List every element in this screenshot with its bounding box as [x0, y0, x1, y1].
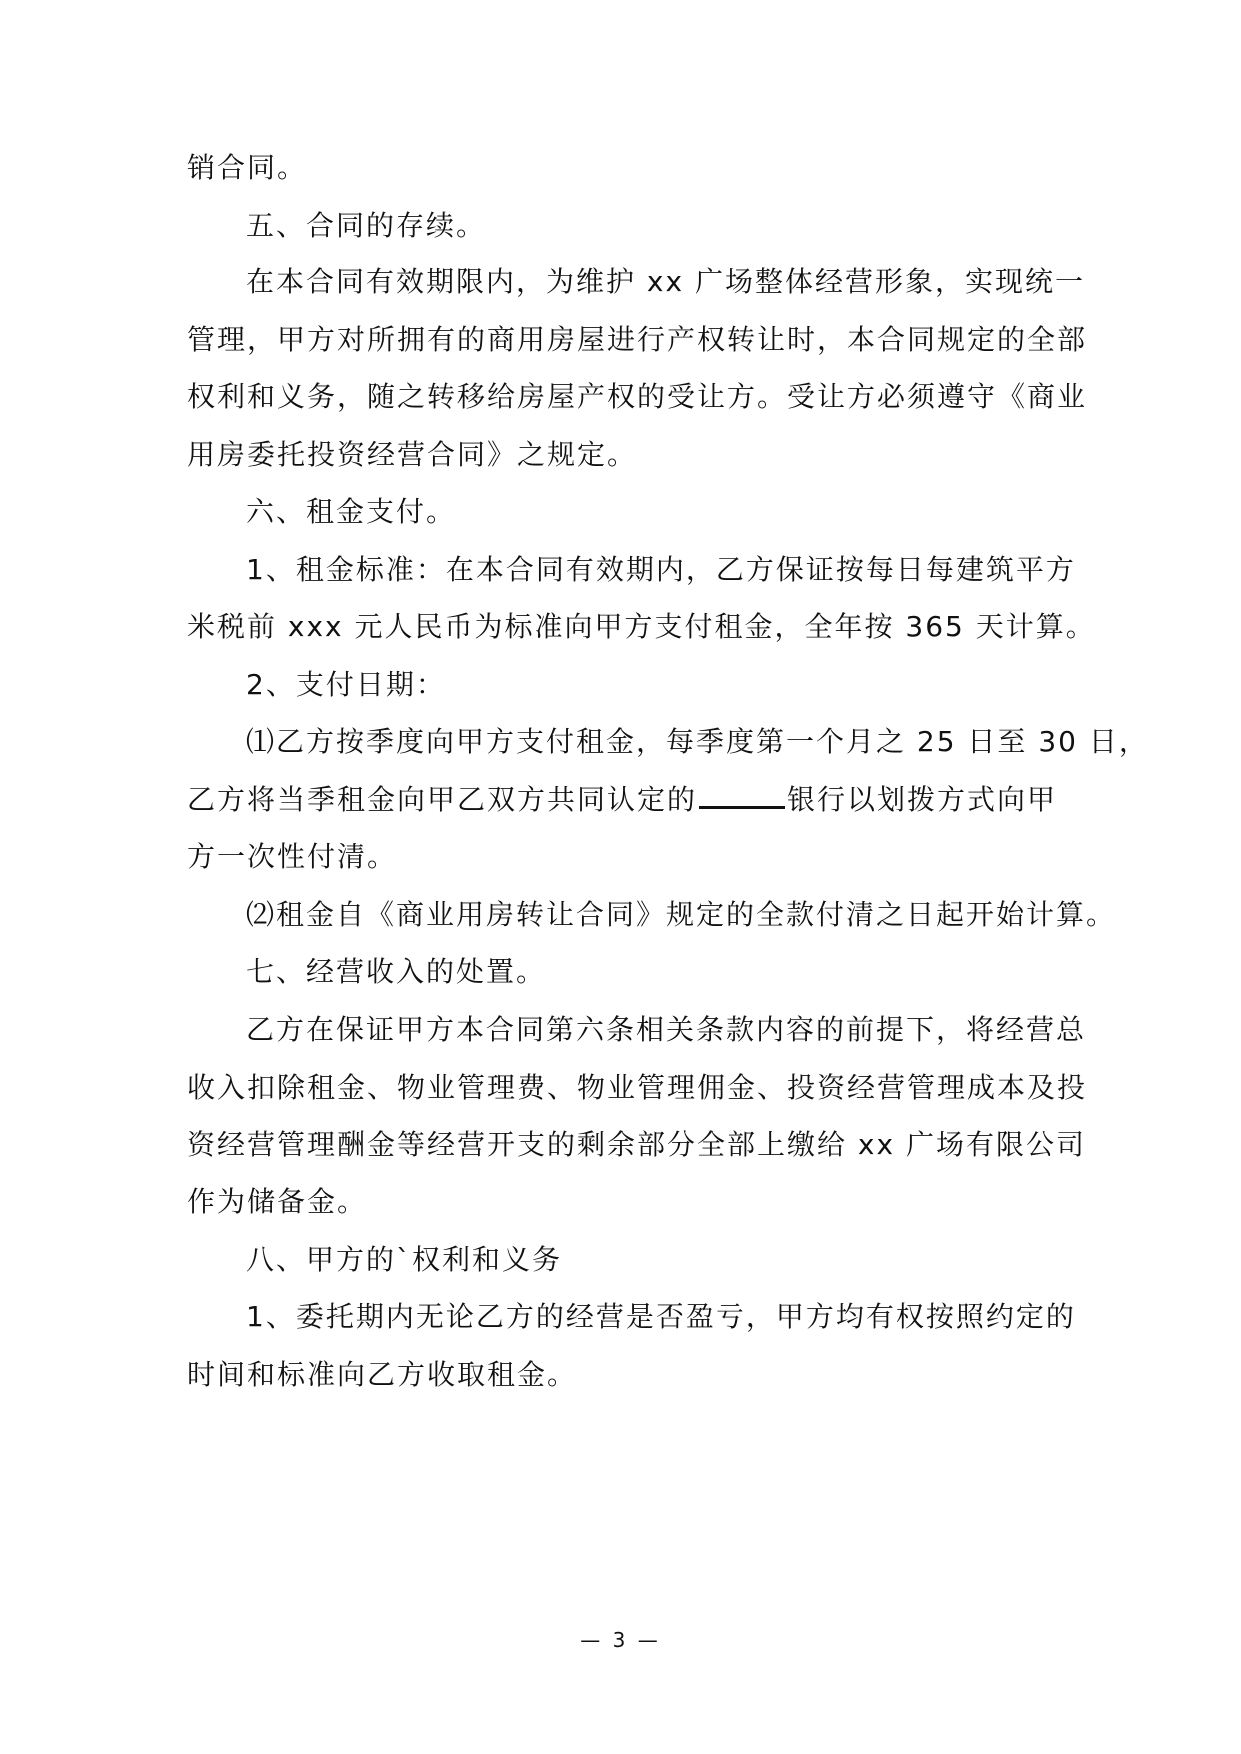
text-line: 销合同。 [187, 151, 308, 184]
section-heading: 八、甲方的`权利和义务 [246, 1243, 563, 1276]
text-line: 资经营管理酬金等经营开支的剩余部分全部上缴给 xx 广场有限公司 [187, 1128, 1086, 1161]
page-number: — 3 — [580, 1628, 661, 1652]
text-line: ⑵租金自《商业用房转让合同》规定的全款付清之日起开始计算。 [246, 898, 1117, 931]
text-segment: 银行以划拨方式向甲 [787, 783, 1058, 816]
text-line: 方一次性付清。 [187, 840, 398, 873]
fill-in-blank [699, 780, 785, 809]
section-heading: 七、经营收入的处置。 [246, 955, 547, 988]
text-line: 收入扣除租金、物业管理费、物业管理佣金、投资经营管理成本及投 [187, 1071, 1088, 1104]
text-line: 用房委托投资经营合同》之规定。 [187, 438, 638, 471]
text-line: 权利和义务，随之转移给房屋产权的受让方。受让方必须遵守《商业 [187, 380, 1088, 413]
text-line: 管理，甲方对所拥有的商用房屋进行产权转让时，本合同规定的全部 [187, 323, 1088, 356]
text-line: 乙方在保证甲方本合同第六条相关条款内容的前提下，将经营总 [246, 1013, 1087, 1046]
text-line: ⑴乙方按季度向甲方支付租金，每季度第一个月之 25 日至 30 日， [246, 725, 1149, 758]
text-line: 时间和标准向乙方收取租金。 [187, 1358, 578, 1391]
text-line: 2、支付日期： [246, 668, 446, 701]
text-line: 1、租金标准：在本合同有效期内，乙方保证按每日每建筑平方 [246, 553, 1076, 586]
section-heading: 五、合同的存续。 [246, 209, 487, 242]
text-line: 作为储备金。 [187, 1185, 368, 1218]
text-segment: 乙方将当季租金向甲乙双方共同认定的 [187, 783, 698, 816]
section-heading: 六、租金支付。 [246, 495, 457, 528]
text-line-with-blank [187, 780, 1057, 820]
text-line: 米税前 xxx 元人民币为标准向甲方支付租金，全年按 365 天计算。 [187, 610, 1096, 643]
text-line: 在本合同有效期限内，为维护 xx 广场整体经营形象，实现统一 [246, 265, 1085, 298]
text-line: 1、委托期内无论乙方的经营是否盈亏，甲方均有权按照约定的 [246, 1300, 1076, 1333]
